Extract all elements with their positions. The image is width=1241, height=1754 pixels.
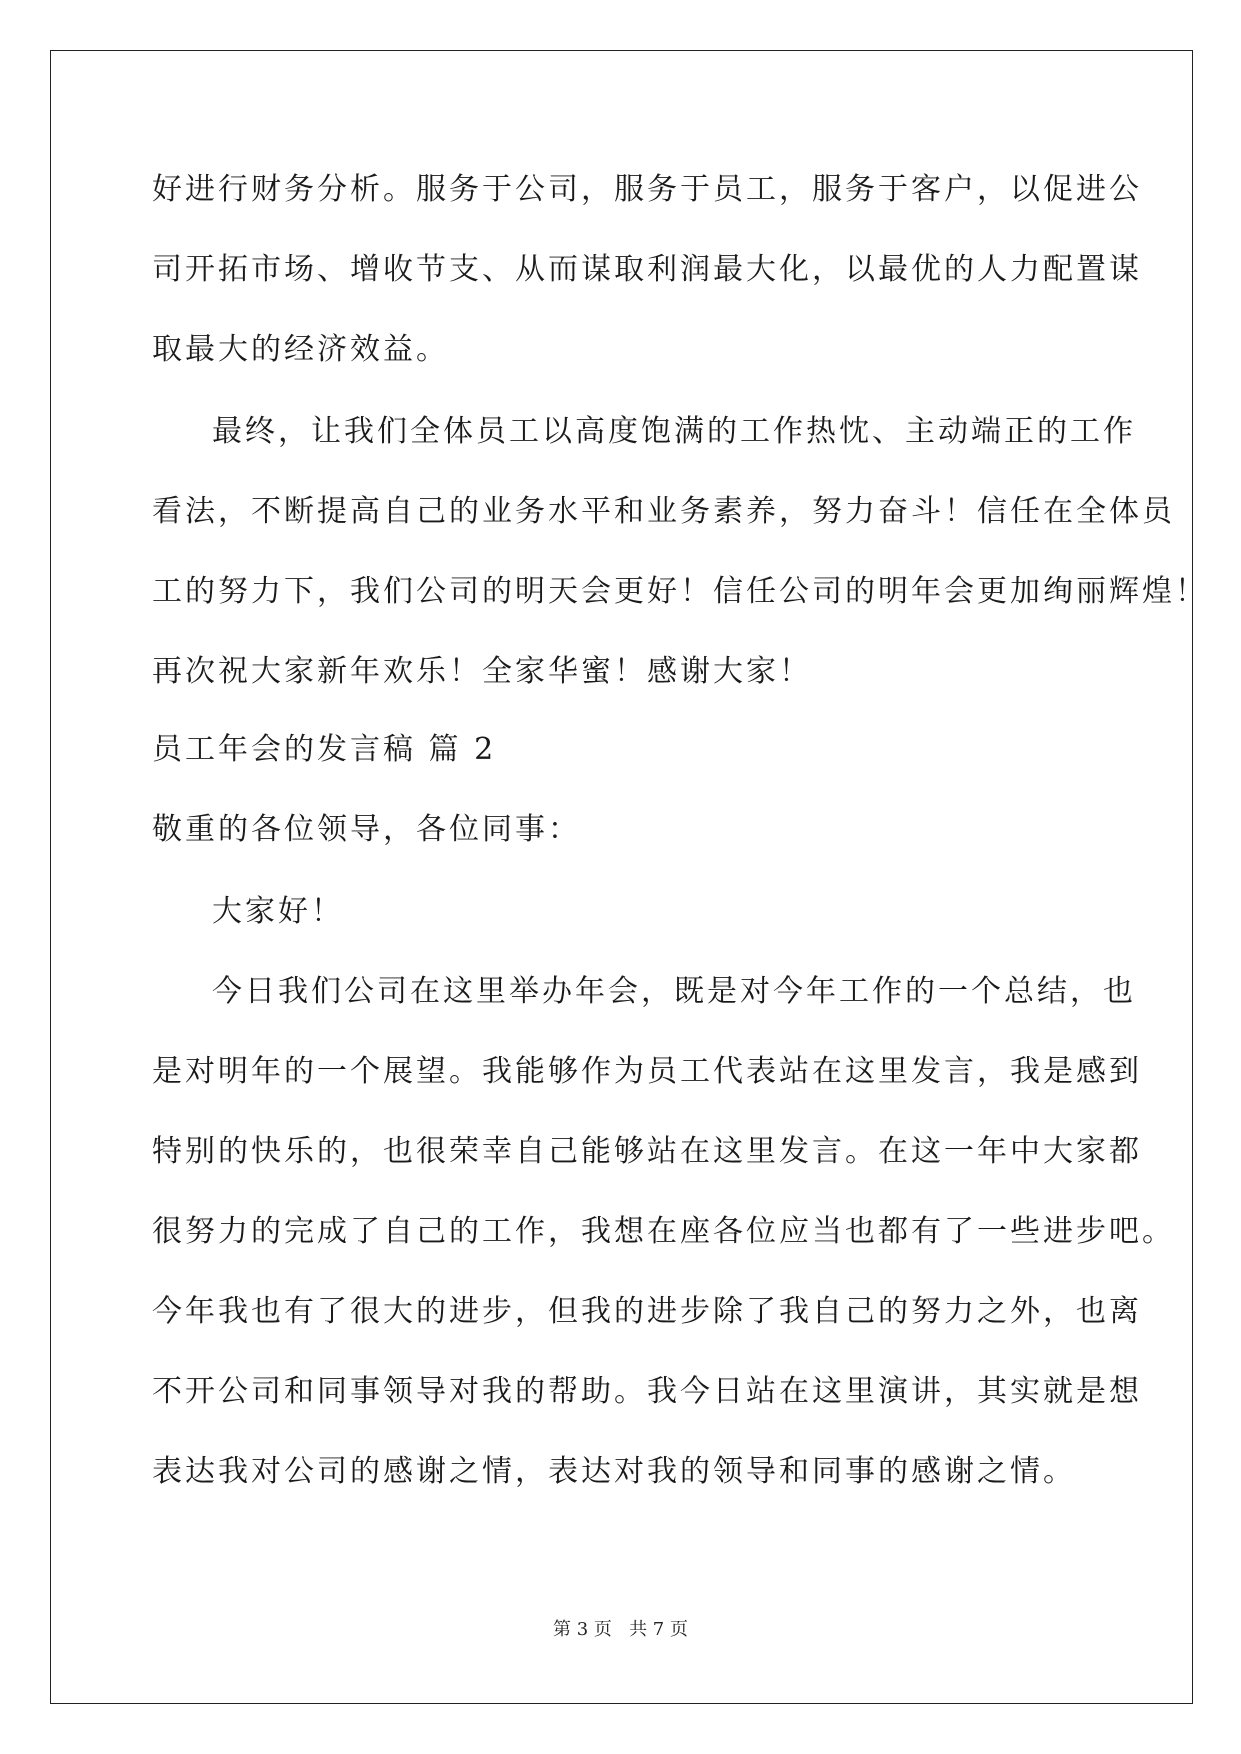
body-line-13: 特别的快乐的，也很荣幸自己能够站在这里发言。在这一年中大家都 xyxy=(152,1134,1142,1169)
body-line-12: 是对明年的一个展望。我能够作为员工代表站在这里发言，我是感到 xyxy=(152,1054,1142,1089)
body-line-5: 看法，不断提高自己的业务水平和业务素养，努力奋斗！信任在全体员 xyxy=(152,494,1175,529)
body-line-4: 最终，让我们全体员工以高度饱满的工作热忱、主动端正的工作 xyxy=(212,414,1136,449)
body-line-16: 不开公司和同事领导对我的帮助。我今日站在这里演讲，其实就是想 xyxy=(152,1374,1142,1409)
body-line-11: 今日我们公司在这里举办年会，既是对今年工作的一个总结，也 xyxy=(212,974,1136,1009)
page-number-footer: 第 3 页 共 7 页 xyxy=(553,1619,688,1640)
greeting: 大家好！ xyxy=(212,894,344,929)
salutation: 敬重的各位领导，各位同事： xyxy=(152,812,581,847)
body-line-2: 司开拓市场、增收节支、从而谋取利润最大化，以最优的人力配置谋 xyxy=(152,252,1142,287)
body-line-3: 取最大的经济效益。 xyxy=(152,332,449,367)
body-line-14: 很努力的完成了自己的工作，我想在座各位应当也都有了一些进步吧。 xyxy=(152,1214,1175,1249)
section-heading: 员工年会的发言稿 篇 2 xyxy=(152,732,497,767)
body-line-6: 工的努力下，我们公司的明天会更好！信任公司的明年会更加绚丽辉煌！ xyxy=(152,574,1208,609)
body-line-17: 表达我对公司的感谢之情，表达对我的领导和同事的感谢之情。 xyxy=(152,1454,1076,1489)
body-line-7: 再次祝大家新年欢乐！全家华蜜！感谢大家！ xyxy=(152,654,812,689)
body-line-15: 今年我也有了很大的进步，但我的进步除了我自己的努力之外，也离 xyxy=(152,1294,1142,1329)
body-line-1: 好进行财务分析。服务于公司，服务于员工，服务于客户，以促进公 xyxy=(152,172,1142,207)
